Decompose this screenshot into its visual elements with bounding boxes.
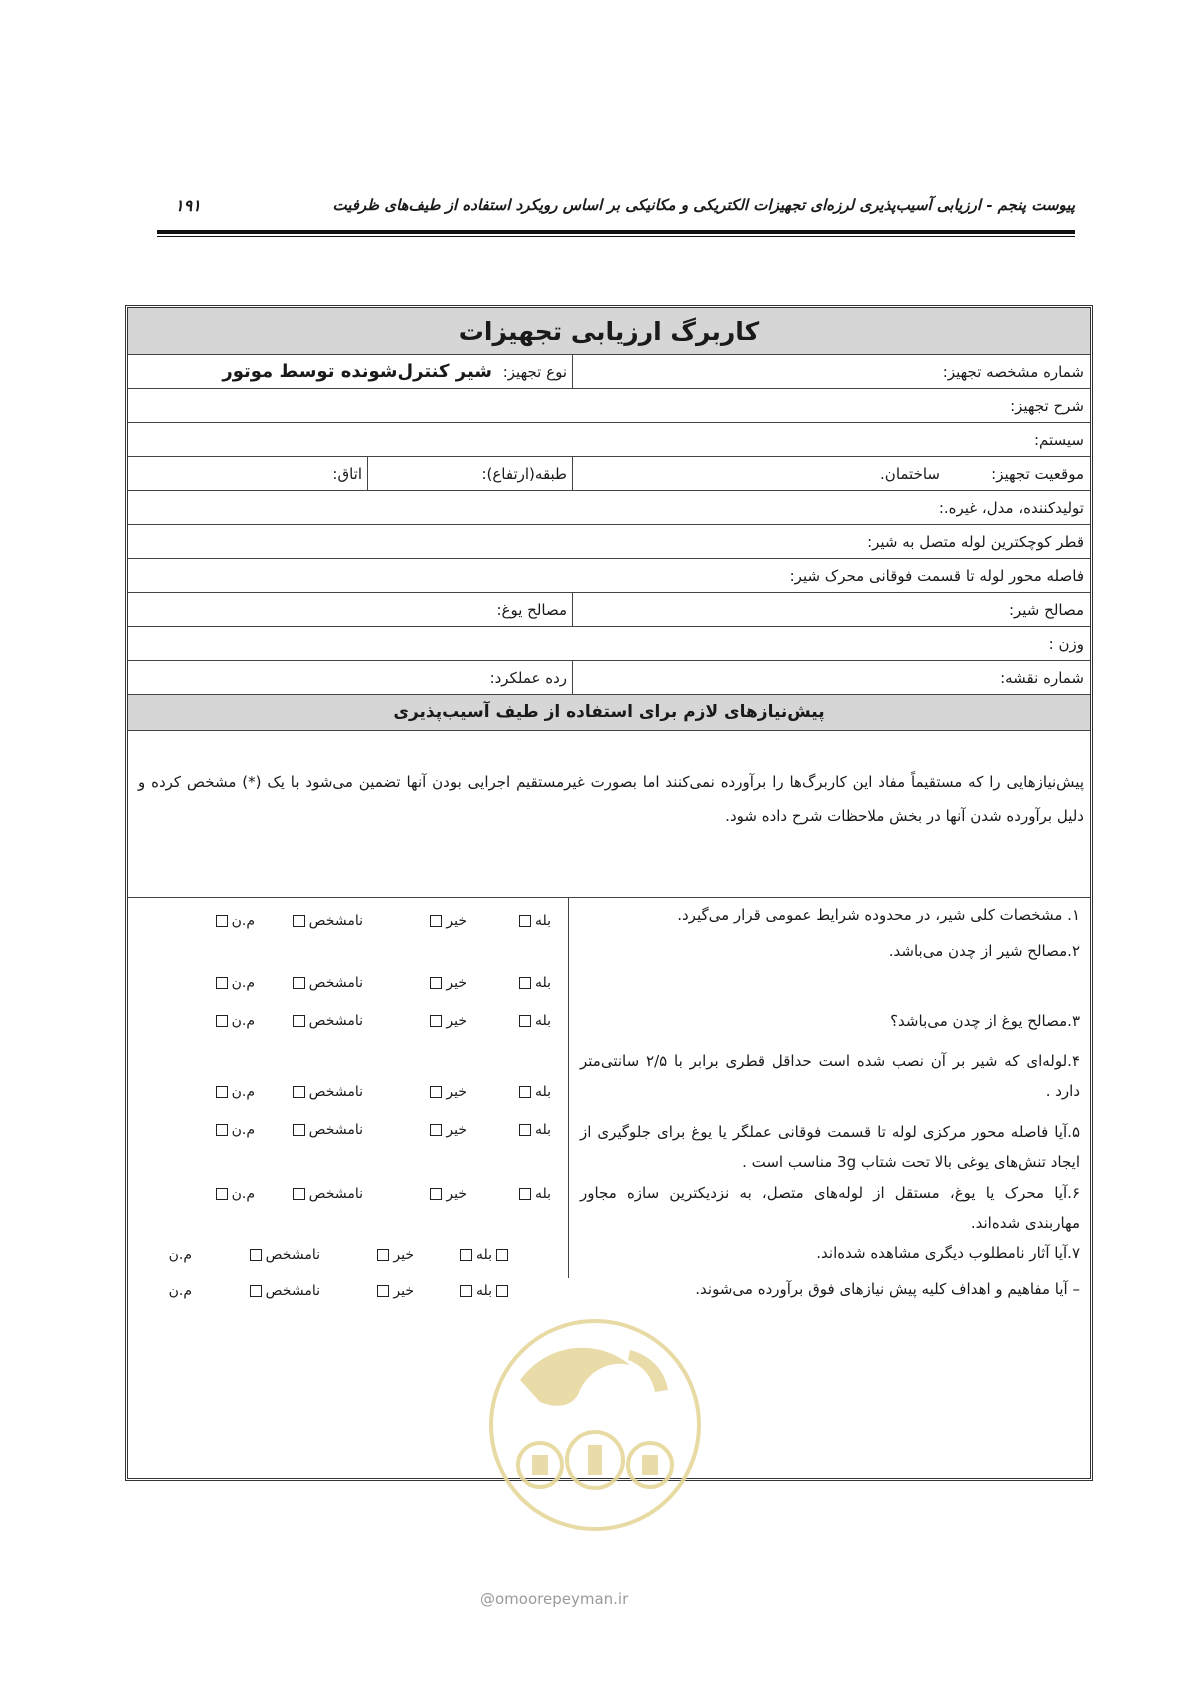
checkbox-unknown[interactable] <box>250 1285 262 1297</box>
option-no-label: خیر <box>393 1247 414 1263</box>
question-3: ۳.مصالح یوغ از چدن می‌باشد؟ <box>890 1012 1080 1030</box>
checkbox-yes[interactable] <box>519 915 531 927</box>
option-unknown[interactable] <box>289 1119 363 1141</box>
cell-divider <box>572 355 573 388</box>
room-label: اتاق: <box>332 465 362 483</box>
option-na-label: م.ن <box>231 1122 255 1138</box>
option-no-label: خیر <box>446 913 467 929</box>
checkbox-unknown[interactable] <box>293 1086 305 1098</box>
header-rule <box>157 230 1075 234</box>
row-axis-distance <box>128 559 1090 593</box>
option-yes[interactable] <box>515 972 551 994</box>
question-1: ۱. مشخصات کلی شیر، در محدوده شرایط عمومی قرار می‌گیرد. <box>677 906 1080 924</box>
option-unknown[interactable] <box>289 910 363 932</box>
equipment-evaluation-form <box>125 305 1093 1481</box>
answer-options-q1 <box>125 910 565 932</box>
option-na-label: م.ن <box>231 1084 255 1100</box>
answer-options-q2 <box>125 972 565 994</box>
prereq-note-row <box>128 731 1090 898</box>
checkbox-no[interactable] <box>430 1015 442 1027</box>
option-unknown-label: نامشخص <box>308 1084 363 1100</box>
running-title: پیوست پنجم - ارزیابی آسیب‌پذیری لرزه‌ای تجهیزات الکتریکی و مکانیکی بر اساس رویکرد استفاده از طیف‌های ظرفیت <box>332 196 1075 214</box>
option-na[interactable] <box>212 1081 255 1103</box>
option-yes[interactable] <box>456 1280 512 1302</box>
option-unknown[interactable] <box>289 1010 363 1032</box>
checkbox-no[interactable] <box>430 1124 442 1136</box>
option-na[interactable] <box>212 1183 255 1205</box>
prereq-title-row <box>128 695 1090 731</box>
checkbox-yes[interactable] <box>519 977 531 989</box>
row-materials <box>128 593 1090 627</box>
option-na[interactable] <box>212 910 255 932</box>
option-na <box>169 1244 192 1266</box>
option-na-label: م.ن <box>231 975 255 991</box>
answer-options-q6 <box>125 1183 565 1205</box>
option-yes-label: بله <box>475 1283 492 1299</box>
option-unknown-label: نامشخص <box>308 1122 363 1138</box>
floor-label: طبقه(ارتفاع): <box>481 465 567 483</box>
checkbox-extra[interactable] <box>460 1249 472 1261</box>
seal-watermark-icon <box>480 1310 710 1540</box>
system-label: سیستم: <box>1033 431 1084 449</box>
checkbox-na[interactable] <box>216 1124 228 1136</box>
cell-divider <box>572 593 573 626</box>
row-drawing <box>128 661 1090 695</box>
checkbox-no[interactable] <box>430 915 442 927</box>
option-na-label: م.ن <box>231 913 255 929</box>
answer-options-q5 <box>125 1119 565 1141</box>
checkbox-unknown[interactable] <box>293 1188 305 1200</box>
cell-divider <box>572 457 573 490</box>
option-na[interactable] <box>212 1010 255 1032</box>
option-unknown[interactable] <box>289 972 363 994</box>
row-id-type <box>128 355 1090 389</box>
option-yes[interactable] <box>456 1244 512 1266</box>
equipment-id-label: شماره مشخصه تجهیز: <box>942 363 1084 381</box>
equipment-type-value: شیر کنترل‌شونده توسط موتور <box>222 361 492 382</box>
option-no[interactable] <box>373 1280 414 1302</box>
option-no[interactable] <box>373 1244 414 1266</box>
form-title: کاربرگ ارزیابی تجهیزات <box>458 317 760 346</box>
option-unknown[interactable] <box>246 1244 320 1266</box>
checkbox-yes[interactable] <box>519 1086 531 1098</box>
row-manufacturer <box>128 491 1090 525</box>
location-label: موقعیت تجهیز: <box>991 465 1084 483</box>
weight-label: وزن : <box>1048 635 1084 653</box>
option-yes-label: بله <box>534 1122 551 1138</box>
checkbox-extra[interactable] <box>460 1285 472 1297</box>
option-no[interactable] <box>426 1081 467 1103</box>
cell-divider <box>572 661 573 694</box>
pipe-diameter-label: قطر کوچکترین لوله متصل به شیر: <box>867 533 1084 551</box>
option-no-label: خیر <box>446 1122 467 1138</box>
question-2: ۲.مصالح شیر از چدن می‌باشد. <box>888 942 1080 960</box>
performance-class-label: رده عملکرد: <box>489 669 567 687</box>
equipment-type-label: نوع تجهیز: <box>502 363 567 381</box>
question-5: ۵.آیا فاصله محور مرکزی لوله تا قسمت فوقانی عملگر یا یوغ برای جلوگیری از ایجاد تنش‌های یوغی بالا تحت شتاب 3g مناسب است . <box>580 1123 1080 1171</box>
checkbox-unknown[interactable] <box>293 1124 305 1136</box>
checkbox-na[interactable] <box>216 1188 228 1200</box>
checkbox-na[interactable] <box>216 1086 228 1098</box>
prereq-note: پیش‌نیازهایی را که مستقیماً مفاد این کاربرگ‌ها را برآورده نمی‌کنند اما بصورت غیرمستقیم اجرایی بودن آنها تضمین می‌شود با یک (*) مشخص کرده و دلیل برآورده شدن آنها در بخش ملاحظات شرح داده شود. <box>138 773 1084 825</box>
option-yes[interactable] <box>515 1010 551 1032</box>
answer-options-q7 <box>127 1244 512 1266</box>
option-no-label: خیر <box>393 1283 414 1299</box>
checkbox-na[interactable] <box>216 977 228 989</box>
option-yes-label: بله <box>534 913 551 929</box>
option-unknown[interactable] <box>289 1081 363 1103</box>
description-label: شرح تجهیز: <box>1010 397 1084 415</box>
form-title-row <box>128 308 1090 355</box>
question-7: ۷.آیا آثار نامطلوب دیگری مشاهده شده‌اند. <box>816 1244 1080 1262</box>
valve-material-label: مصالح شیر: <box>1008 601 1084 619</box>
row-description <box>128 389 1090 423</box>
question-4: ۴.لوله‌ای که شیر بر آن نصب شده است حداقل قطری برابر با ۲/۵ سانتی‌متر دارد . <box>580 1052 1081 1100</box>
option-yes-label: بله <box>534 1084 551 1100</box>
option-na-label: م.ن <box>168 1283 192 1299</box>
option-na[interactable] <box>212 972 255 994</box>
row-weight <box>128 627 1090 661</box>
manufacturer-label: تولیدکننده، مدل، غیره.: <box>938 499 1084 517</box>
checkbox-unknown[interactable] <box>250 1249 262 1261</box>
row-location <box>128 457 1090 491</box>
option-na <box>169 1280 192 1302</box>
checkbox-yes[interactable] <box>519 1188 531 1200</box>
drawing-number-label: شماره نقشه: <box>1000 669 1084 687</box>
option-unknown[interactable] <box>289 1183 363 1205</box>
checkbox-yes[interactable] <box>519 1124 531 1136</box>
option-yes-label: بله <box>534 975 551 991</box>
option-na-label: م.ن <box>168 1247 192 1263</box>
building-label: ساختمان. <box>880 465 940 483</box>
checkbox-no[interactable] <box>430 1188 442 1200</box>
questions-divider <box>568 898 569 1278</box>
answer-options-q4 <box>125 1081 565 1103</box>
option-unknown-label: نامشخص <box>308 1186 363 1202</box>
header-rule-thin <box>157 236 1075 237</box>
option-no-label: خیر <box>446 975 467 991</box>
checkbox-unknown[interactable] <box>293 915 305 927</box>
option-no[interactable] <box>426 972 467 994</box>
option-no[interactable] <box>426 1010 467 1032</box>
checkbox-yes[interactable] <box>496 1249 508 1261</box>
checkbox-unknown[interactable] <box>293 1015 305 1027</box>
option-no-label: خیر <box>446 1013 467 1029</box>
option-yes[interactable] <box>515 1081 551 1103</box>
question-summary: – آیا مفاهیم و اهداف کلیه پیش نیازهای فوق برآورده می‌شوند. <box>695 1280 1080 1298</box>
checkbox-na[interactable] <box>216 915 228 927</box>
checkbox-no[interactable] <box>377 1249 389 1261</box>
checkbox-no[interactable] <box>430 977 442 989</box>
option-yes-label: بله <box>534 1186 551 1202</box>
checkbox-yes[interactable] <box>519 1015 531 1027</box>
option-unknown-label: نامشخص <box>265 1283 320 1299</box>
page-number: ۱۹۱ <box>175 196 201 215</box>
checkbox-na[interactable] <box>216 1015 228 1027</box>
yoke-material-label: مصالح یوغ: <box>496 601 567 619</box>
option-na-label: م.ن <box>231 1013 255 1029</box>
option-yes[interactable] <box>515 910 551 932</box>
option-unknown-label: نامشخص <box>308 1013 363 1029</box>
option-yes[interactable] <box>515 1119 551 1141</box>
checkbox-no[interactable] <box>430 1086 442 1098</box>
prereq-title: پیش‌نیازهای لازم برای استفاده از طیف آسیب‌پذیری <box>393 702 825 722</box>
option-na-label: م.ن <box>231 1186 255 1202</box>
option-unknown-label: نامشخص <box>308 975 363 991</box>
question-6: ۶.آیا محرک یا یوغ، مستقل از لوله‌های متصل، به نزدیکترین سازه مجاور مهاربندی شده‌اند. <box>580 1184 1080 1232</box>
row-system <box>128 423 1090 457</box>
answer-options-q3 <box>125 1010 565 1032</box>
option-no[interactable] <box>426 910 467 932</box>
checkbox-unknown[interactable] <box>293 977 305 989</box>
checkbox-yes[interactable] <box>496 1285 508 1297</box>
option-yes-label: بله <box>534 1013 551 1029</box>
option-unknown-label: نامشخص <box>308 913 363 929</box>
option-no-label: خیر <box>446 1186 467 1202</box>
option-yes-label: بله <box>475 1247 492 1263</box>
axis-distance-label: فاصله محور لوله تا قسمت فوقانی محرک شیر: <box>789 567 1084 585</box>
option-no[interactable] <box>426 1119 467 1141</box>
option-na[interactable] <box>212 1119 255 1141</box>
site-watermark: @omoorepeyman.ir <box>480 1590 629 1608</box>
option-no[interactable] <box>426 1183 467 1205</box>
option-no-label: خیر <box>446 1084 467 1100</box>
option-unknown[interactable] <box>246 1280 320 1302</box>
checkbox-no[interactable] <box>377 1285 389 1297</box>
row-pipe-diameter <box>128 525 1090 559</box>
option-unknown-label: نامشخص <box>265 1247 320 1263</box>
option-yes[interactable] <box>515 1183 551 1205</box>
cell-divider <box>367 457 368 490</box>
answer-options-summary <box>127 1280 512 1302</box>
